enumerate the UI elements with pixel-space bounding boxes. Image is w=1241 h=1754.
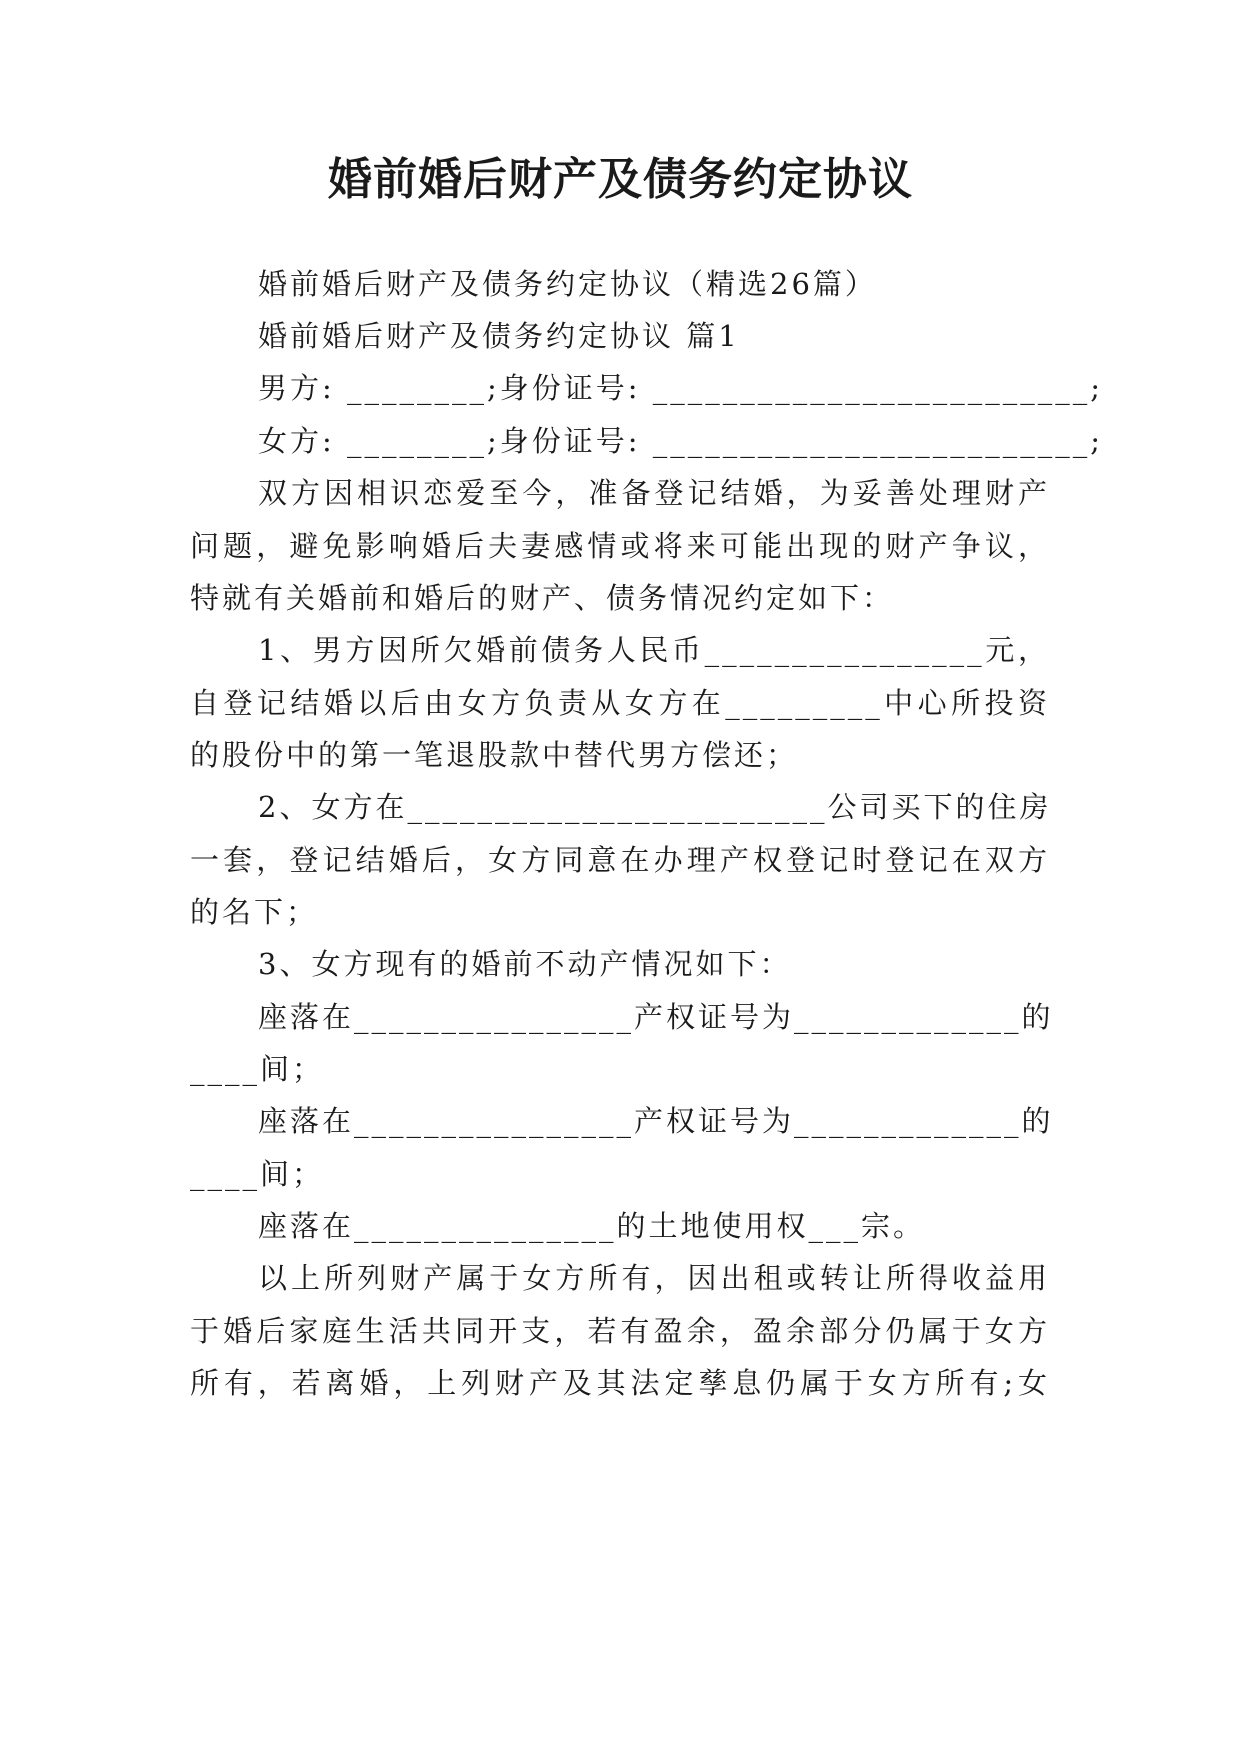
paragraph-line: 所有，若离婚，上列财产及其法定孳息仍属于女方所有;女 xyxy=(190,1366,1050,1400)
female-party-line: 女方: ________;身份证号: _________________________; xyxy=(258,424,1104,458)
property-line: 座落在________________产权证号为_____________的 xyxy=(258,1104,1054,1138)
paragraph-line: 问题，避免影响婚后夫妻感情或将来可能出现的财产争议， xyxy=(190,529,1050,563)
document-title: 婚前婚后财产及债务约定协议 xyxy=(328,154,913,205)
paragraph-line: 双方因相识恋爱至今，准备登记结婚，为妥善处理财产 xyxy=(258,476,1050,510)
subtitle-line: 婚前婚后财产及债务约定协议（精选26篇） xyxy=(258,267,877,301)
clause-line: 的名下； xyxy=(190,895,319,929)
paragraph-line: 以上所列财产属于女方所有，因出租或转让所得收益用 xyxy=(258,1261,1050,1295)
clause-line: 自登记结婚以后由女方负责从女方在_________中心所投资 xyxy=(190,686,1050,720)
property-line: 座落在________________产权证号为_____________的 xyxy=(258,1000,1054,1034)
property-line: ____间； xyxy=(190,1157,325,1191)
property-line: 座落在_______________的土地使用权___宗。 xyxy=(258,1209,926,1243)
section-heading: 婚前婚后财产及债务约定协议 篇1 xyxy=(258,319,740,353)
clause-line: 3、女方现有的婚前不动产情况如下： xyxy=(258,947,792,981)
clause-line: 1、男方因所欠婚前债务人民币________________元， xyxy=(258,633,1050,667)
male-party-line: 男方: ________;身份证号: _________________________; xyxy=(258,371,1104,405)
clause-line: 一套，登记结婚后，女方同意在办理产权登记时登记在双方 xyxy=(190,843,1050,877)
paragraph-line: 特就有关婚前和婚后的财产、债务情况约定如下： xyxy=(190,581,895,615)
clause-line: 的股份中的第一笔退股款中替代男方偿还； xyxy=(190,738,799,772)
clause-line: 2、女方在________________________公司买下的住房 xyxy=(258,790,1052,824)
paragraph-line: 于婚后家庭生活共同开支，若有盈余，盈余部分仍属于女方 xyxy=(190,1314,1050,1348)
property-line: ____间； xyxy=(190,1052,325,1086)
